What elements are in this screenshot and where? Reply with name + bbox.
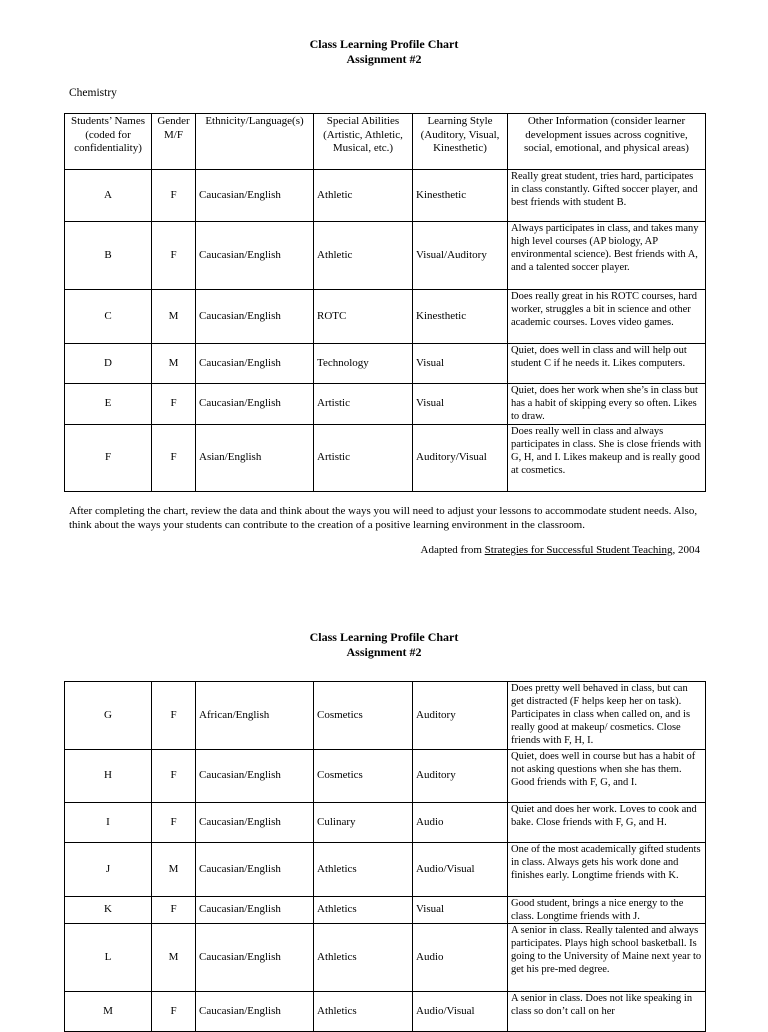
header-gender: Gender M/F <box>152 114 196 170</box>
student-name: E <box>65 384 152 425</box>
header-learning-style: Learning Style (Auditory, Visual, Kinesthetic) <box>413 114 508 170</box>
table-row <box>65 682 706 750</box>
student-ethnicity: Caucasian/English <box>196 924 314 992</box>
student-learning-style: Visual <box>413 344 508 384</box>
student-gender: F <box>152 682 196 750</box>
student-abilities: Technology <box>314 344 413 384</box>
table-header-row <box>65 114 706 170</box>
student-abilities: Artistic <box>314 425 413 492</box>
student-abilities: Athletics <box>314 897 413 924</box>
student-ethnicity: Caucasian/English <box>196 384 314 425</box>
table-row <box>65 344 706 384</box>
student-gender: M <box>152 924 196 992</box>
student-gender: F <box>152 750 196 803</box>
instructions-paragraph: After completing the chart, review the data and think about the ways you will need to adjust your lessons to accommodate student needs. Also, think about the ways your students can contribute to the creation of a positive learning environment in the classroom. <box>69 505 698 531</box>
student-name: K <box>65 897 152 924</box>
student-abilities: Athletics <box>314 924 413 992</box>
student-ethnicity: Caucasian/English <box>196 803 314 843</box>
source-credit <box>421 544 700 558</box>
header-other-information: Other Information (consider learner development issues across cognitive, social, emotional, and physical areas) <box>508 114 706 170</box>
student-name: M <box>65 992 152 1032</box>
student-other-info: Quiet and does her work. Loves to cook and bake. Close friends with F, G, and H. <box>508 803 706 843</box>
credit-book-title: Strategies for Successful Student Teaching <box>484 544 673 556</box>
student-other-info: One of the most academically gifted students in class. Always gets his work done and finishes early. Longtime friends with K. <box>508 843 706 897</box>
student-ethnicity: Caucasian/English <box>196 750 314 803</box>
profile-table-page2 <box>64 681 706 1032</box>
student-name: D <box>65 344 152 384</box>
student-abilities: Athletics <box>314 843 413 897</box>
table-row <box>65 924 706 992</box>
student-other-info: Does really well in class and always participates in class. She is close friends with G, H, and I. Likes makeup and is really good at cosmetics. <box>508 425 706 492</box>
subject-label: Chemistry <box>69 87 117 99</box>
header-ethnicity: Ethnicity/Language(s) <box>196 114 314 170</box>
student-learning-style: Audio/Visual <box>413 843 508 897</box>
student-name: H <box>65 750 152 803</box>
student-other-info: Always participates in class, and takes many high level courses (AP biology, AP environmental science). Best friends with A, and a talented soccer player. <box>508 222 706 290</box>
student-gender: F <box>152 803 196 843</box>
table-row <box>65 170 706 222</box>
header-students-names: Students’ Names (coded for confidentiality) <box>65 114 152 170</box>
student-learning-style: Auditory/Visual <box>413 425 508 492</box>
student-learning-style: Auditory <box>413 682 508 750</box>
student-gender: M <box>152 344 196 384</box>
student-gender: F <box>152 384 196 425</box>
page2-title: Class Learning Profile Chart <box>309 630 459 644</box>
student-abilities: Athletic <box>314 170 413 222</box>
page2-subtitle: Assignment #2 <box>346 645 422 659</box>
table-row <box>65 384 706 425</box>
student-learning-style: Kinesthetic <box>413 290 508 344</box>
student-other-info: Does pretty well behaved in class, but can get distracted (F helps keep her on task). Participates in class when called on, and is really good at makeup/ cosmetics. Close friends with F, H, I. <box>508 682 706 750</box>
student-abilities: Artistic <box>314 384 413 425</box>
student-gender: F <box>152 425 196 492</box>
student-abilities: Culinary <box>314 803 413 843</box>
student-abilities: ROTC <box>314 290 413 344</box>
page1-subtitle: Assignment #2 <box>346 52 422 66</box>
student-ethnicity: Caucasian/English <box>196 843 314 897</box>
header-special-abilities: Special Abilities (Artistic, Athletic, Musical, etc.) <box>314 114 413 170</box>
student-other-info: Good student, brings a nice energy to the class. Longtime friends with J. <box>508 897 706 924</box>
student-learning-style: Audio/Visual <box>413 992 508 1032</box>
student-other-info: Quiet, does her work when she’s in class but has a habit of skipping every so often. Likes to draw. <box>508 384 706 425</box>
student-abilities: Athletics <box>314 992 413 1032</box>
student-learning-style: Auditory <box>413 750 508 803</box>
credit-prefix: Adapted from <box>420 544 485 556</box>
student-learning-style: Kinesthetic <box>413 170 508 222</box>
student-ethnicity: African/English <box>196 682 314 750</box>
table-row <box>65 843 706 897</box>
student-other-info: Quiet, does well in course but has a habit of not asking questions when she has them. Good friends with F, G, and I. <box>508 750 706 803</box>
student-other-info: A senior in class. Really talented and always participates. Plays high school basketball. Is going to the University of Maine next year to get his pre-med degree. <box>508 924 706 992</box>
student-ethnicity: Asian/English <box>196 425 314 492</box>
student-ethnicity: Caucasian/English <box>196 290 314 344</box>
student-learning-style: Visual <box>413 384 508 425</box>
table-row <box>65 897 706 924</box>
student-other-info: Does really great in his ROTC courses, hard worker, struggles a bit in science and other academic courses. Loves video games. <box>508 290 706 344</box>
student-gender: F <box>152 992 196 1032</box>
student-name: G <box>65 682 152 750</box>
student-abilities: Athletic <box>314 222 413 290</box>
student-learning-style: Audio <box>413 803 508 843</box>
student-name: C <box>65 290 152 344</box>
table-row <box>65 750 706 803</box>
student-ethnicity: Caucasian/English <box>196 897 314 924</box>
student-gender: F <box>152 170 196 222</box>
student-name: A <box>65 170 152 222</box>
student-ethnicity: Caucasian/English <box>196 992 314 1032</box>
student-ethnicity: Caucasian/English <box>196 170 314 222</box>
student-name: F <box>65 425 152 492</box>
page1-title: Class Learning Profile Chart <box>309 37 459 51</box>
student-other-info: Really great student, tries hard, participates in class constantly. Gifted soccer player, and best friends with student B. <box>508 170 706 222</box>
profile-table-page1 <box>64 113 706 492</box>
student-gender: M <box>152 290 196 344</box>
student-abilities: Cosmetics <box>314 682 413 750</box>
table-row <box>65 425 706 492</box>
student-gender: F <box>152 222 196 290</box>
student-learning-style: Visual <box>413 897 508 924</box>
student-learning-style: Audio <box>413 924 508 992</box>
student-gender: M <box>152 843 196 897</box>
student-name: L <box>65 924 152 992</box>
student-gender: F <box>152 897 196 924</box>
student-other-info: Quiet, does well in class and will help out student C if he needs it. Likes computers. <box>508 344 706 384</box>
table-row <box>65 803 706 843</box>
student-learning-style: Visual/Auditory <box>413 222 508 290</box>
table-row <box>65 222 706 290</box>
credit-suffix: , 2004 <box>672 544 700 556</box>
student-ethnicity: Caucasian/English <box>196 344 314 384</box>
student-other-info: A senior in class. Does not like speaking in class so don’t call on her <box>508 992 706 1032</box>
table-row <box>65 992 706 1032</box>
table-row <box>65 290 706 344</box>
student-abilities: Cosmetics <box>314 750 413 803</box>
student-name: B <box>65 222 152 290</box>
student-ethnicity: Caucasian/English <box>196 222 314 290</box>
student-name: I <box>65 803 152 843</box>
student-name: J <box>65 843 152 897</box>
